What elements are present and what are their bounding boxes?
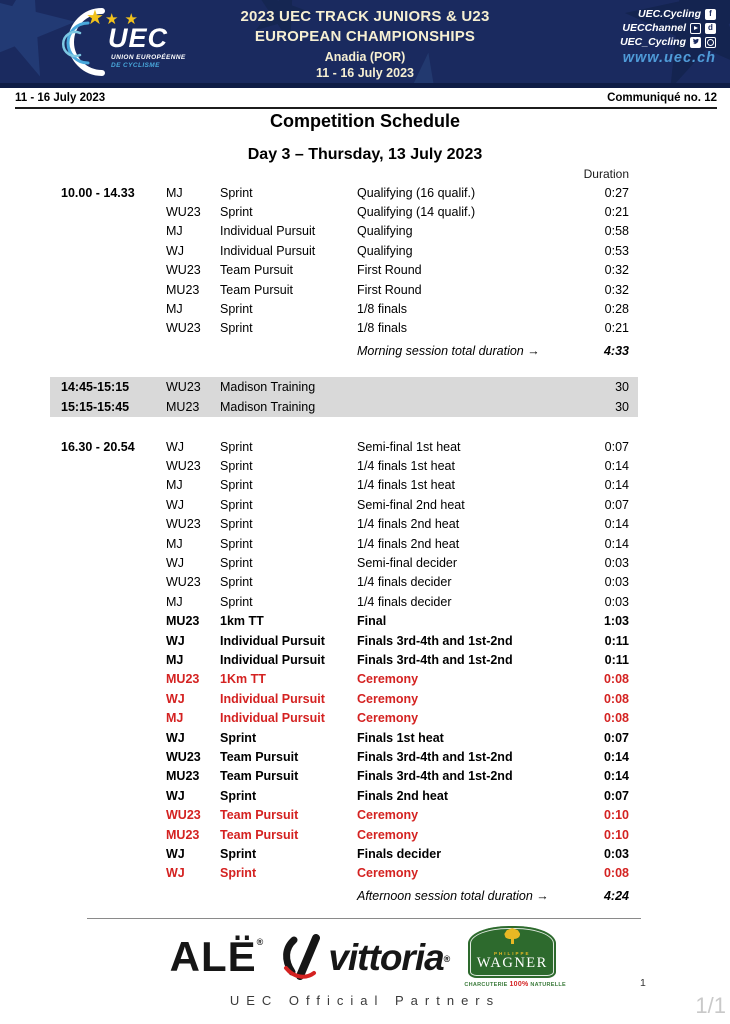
schedule-row (50, 515, 638, 534)
day-title: Day 3 – Thursday, 13 July 2023 (247, 146, 483, 163)
afternoon-total-row (50, 886, 638, 905)
row-category: WU23 (166, 575, 201, 590)
row-round: Qualifying (357, 243, 413, 258)
row-event: Sprint (220, 302, 253, 317)
row-round: Semi-final 1st heat (357, 439, 461, 454)
schedule-row (50, 592, 638, 611)
row-category: MU23 (166, 282, 200, 297)
morning-total-row (50, 341, 638, 360)
row-event: Team Pursuit (220, 808, 299, 823)
youtube-link[interactable] (620, 22, 716, 34)
youtube-handle: UECChannel (622, 22, 686, 34)
facebook-icon[interactable]: f (705, 9, 716, 20)
row-event: Sprint (220, 185, 253, 200)
tree-icon (502, 928, 522, 944)
row-round: 1/4 finals 2nd heat (357, 517, 460, 532)
row-round: Ceremony (357, 827, 419, 842)
facebook-link[interactable] (620, 8, 716, 20)
footer-divider (87, 918, 641, 919)
row-round: Finals 1st heat (357, 730, 444, 745)
row-category: WU23 (166, 205, 201, 220)
schedule-row (50, 670, 638, 689)
schedule-row (50, 805, 638, 824)
logo-org-name: UEC (108, 23, 169, 53)
ale-logo: ALË® (169, 933, 265, 980)
row-event: Sprint (220, 459, 253, 474)
schedule-row (50, 689, 638, 708)
row-round: 1/8 finals (357, 302, 408, 317)
row-round: 1/4 finals decider (357, 575, 452, 590)
row-event: Sprint (220, 788, 257, 803)
row-duration: 0:08 (603, 711, 629, 726)
row-event: Team Pursuit (220, 827, 299, 842)
training-rows (50, 377, 638, 417)
row-round: First Round (357, 263, 422, 278)
schedule-row (50, 786, 638, 805)
row-duration: 0:28 (604, 302, 629, 317)
row-category: MJ (166, 478, 183, 493)
row-duration: 0:03 (604, 575, 629, 590)
row-round: Finals 3rd-4th and 1st-2nd (357, 652, 513, 667)
uec-logo (50, 3, 220, 81)
row-duration: 0:14 (604, 478, 629, 493)
row-duration: 0:10 (603, 827, 629, 842)
row-duration: 0:11 (604, 652, 629, 667)
row-round: Semi-final decider (357, 556, 458, 571)
schedule-row (50, 767, 638, 786)
header-banner (0, 0, 730, 88)
row-event: Sprint (220, 517, 253, 532)
row-category: WJ (166, 439, 185, 454)
schedule-row (50, 708, 638, 727)
row-event: Sprint (220, 866, 257, 881)
event-dates: 11 - 16 July 2023 (316, 66, 414, 81)
row-category: MJ (166, 652, 184, 667)
row-time: 14:45-15:15 (61, 380, 130, 394)
schedule-row (50, 534, 638, 553)
row-category: MJ (166, 536, 183, 551)
row-event: Madison Training (220, 400, 316, 414)
schedule-row (50, 456, 638, 475)
row-category: WJ (166, 243, 185, 258)
row-round: Qualifying (14 qualif.) (357, 205, 476, 220)
row-event: Sprint (220, 478, 253, 493)
logo-stars-icon: ★★ ★ (86, 7, 139, 29)
subheader-dates: 11 - 16 July 2023 (15, 92, 106, 104)
row-round: Finals 3rd-4th and 1st-2nd (357, 749, 513, 764)
instagram-icon[interactable] (705, 37, 716, 48)
row-duration: 0:03 (604, 594, 629, 609)
row-duration: 0:14 (604, 517, 629, 532)
page-title: Competition Schedule (269, 111, 460, 131)
row-event: Individual Pursuit (220, 711, 325, 726)
row-round: 1/8 finals (357, 321, 408, 336)
schedule-row (50, 241, 638, 260)
row-duration: 0:32 (604, 263, 629, 278)
row-duration: 0:07 (604, 439, 629, 454)
afternoon-total-value: 4:24 (603, 888, 629, 903)
afternoon-rows (50, 437, 638, 883)
row-round: 1/4 finals decider (357, 594, 452, 609)
schedule-row (50, 612, 638, 631)
duration-column-header: Duration (583, 167, 629, 181)
row-event: Madison Training (220, 380, 316, 394)
schedule-row (50, 280, 638, 299)
row-category: WU23 (166, 321, 201, 336)
row-duration: 0:07 (604, 497, 629, 512)
wagner-caption: CHARCUTERIE 100% NATURELLE (464, 981, 567, 988)
event-title-line2: EUROPEAN CHAMPIONSHIPS (254, 27, 476, 45)
row-category: MJ (166, 185, 183, 200)
row-event: Individual Pursuit (220, 633, 325, 648)
wagner-philippe-label: PHILIPPE (494, 951, 531, 957)
row-event: Sprint (220, 439, 253, 454)
twitter-icon[interactable] (690, 37, 701, 48)
row-round: 1/4 finals 1st heat (357, 459, 455, 474)
row-event: Sprint (220, 536, 253, 551)
event-title-line1: 2023 UEC TRACK JUNIORS & U23 (240, 8, 490, 25)
row-duration: 0:11 (604, 633, 629, 648)
sponsor-logos (0, 926, 730, 988)
social-links-block (620, 8, 716, 66)
schedule-row (50, 319, 638, 338)
row-event: Individual Pursuit (220, 652, 325, 667)
row-event: Sprint (220, 497, 253, 512)
vittoria-emblem-icon (278, 934, 328, 980)
schedule-row (50, 261, 638, 280)
row-round: Finals 3rd-4th and 1st-2nd (357, 769, 513, 784)
row-duration: 0:21 (604, 205, 629, 220)
document-subheader (15, 92, 717, 109)
page-number: 1 (640, 977, 646, 989)
row-duration: 0:08 (603, 866, 629, 881)
event-location: Anadia (POR) (324, 50, 406, 64)
schedule-row (50, 397, 638, 417)
row-duration: 0:07 (603, 730, 629, 745)
row-round: Finals 2nd heat (357, 788, 448, 803)
row-category: MU23 (166, 672, 200, 687)
event-title-block (241, 7, 490, 82)
row-category: WJ (166, 556, 185, 571)
row-category: WJ (166, 730, 185, 745)
row-category: WU23 (166, 749, 201, 764)
row-round: First Round (357, 282, 422, 297)
row-duration: 0:14 (603, 749, 629, 764)
row-category: WU23 (166, 517, 201, 532)
row-category: WU23 (166, 459, 201, 474)
vittoria-logo: vittoria ® (278, 934, 450, 980)
row-round: Ceremony (357, 711, 419, 726)
schedule-row (50, 631, 638, 650)
row-round: Qualifying (16 qualif.) (357, 185, 476, 200)
row-round: Ceremony (357, 808, 419, 823)
row-category: MU23 (166, 827, 200, 842)
website-link[interactable]: www.uec.ch (622, 50, 716, 66)
row-category: MU23 (166, 769, 200, 784)
schedule-row (50, 650, 638, 669)
row-duration: 0:21 (604, 321, 629, 336)
morning-total-value: 4:33 (603, 343, 629, 358)
row-category: WU23 (166, 808, 201, 823)
schedule-row (50, 495, 638, 514)
schedule-row (50, 299, 638, 318)
row-event: Sprint (220, 594, 253, 609)
schedule-row (50, 825, 638, 844)
row-event: Team Pursuit (220, 282, 293, 297)
row-category: WJ (166, 788, 185, 803)
row-duration: 0:03 (603, 846, 629, 861)
schedule-row (50, 377, 638, 397)
row-duration: 30 (615, 380, 629, 394)
row-event: Individual Pursuit (220, 691, 325, 706)
row-round: Finals 3rd-4th and 1st-2nd (357, 633, 513, 648)
schedule-row (50, 573, 638, 592)
row-event: 1km TT (220, 614, 264, 629)
row-time: 16.30 - 20.54 (61, 439, 135, 454)
row-category: MU23 (166, 400, 200, 414)
row-event: Sprint (220, 556, 253, 571)
schedule-row (50, 747, 638, 766)
row-duration: 0:14 (604, 536, 629, 551)
row-time: 15:15-15:45 (61, 400, 130, 414)
row-event: Sprint (220, 575, 253, 590)
row-duration: 0:58 (604, 224, 629, 239)
row-category: WJ (166, 497, 185, 512)
row-duration: 0:08 (603, 691, 629, 706)
logo-subtitle-2: DE CYCLISME (111, 62, 160, 69)
twitter-handle: UEC_Cycling (620, 36, 686, 48)
row-round: Semi-final 2nd heat (357, 497, 465, 512)
row-duration: 0:14 (603, 769, 629, 784)
schedule-row (50, 183, 638, 202)
row-duration: 0:03 (604, 556, 629, 571)
official-partners-label: UEC Official Partners (229, 993, 501, 1008)
wagner-name: WAGNER (476, 955, 548, 972)
row-event: Team Pursuit (220, 749, 299, 764)
row-event: 1Km TT (220, 672, 266, 687)
row-duration: 0:10 (603, 808, 629, 823)
row-event: Individual Pursuit (220, 243, 316, 258)
row-round: Finals decider (357, 846, 442, 861)
row-category: MJ (166, 224, 183, 239)
schedule-row (50, 476, 638, 495)
row-category: MJ (166, 302, 183, 317)
row-duration: 0:07 (603, 788, 629, 803)
schedule-row (50, 844, 638, 863)
row-round: 1/4 finals 2nd heat (357, 536, 460, 551)
morning-total-label: Morning session total duration → (357, 343, 540, 358)
wagner-logo (464, 926, 567, 988)
dailymotion-icon[interactable]: d (705, 23, 716, 34)
row-round: Ceremony (357, 672, 419, 687)
row-event: Team Pursuit (220, 769, 299, 784)
schedule-row (50, 222, 638, 241)
schedule-row (50, 437, 638, 456)
row-event: Sprint (220, 730, 257, 745)
morning-rows (50, 183, 638, 338)
logo-subtitle-1: UNION EUROPÉENNE (111, 54, 186, 61)
morning-session-table (50, 183, 638, 361)
row-event: Sprint (220, 321, 253, 336)
row-category: WU23 (166, 380, 201, 394)
row-event: Individual Pursuit (220, 224, 316, 239)
row-event: Sprint (220, 846, 257, 861)
afternoon-session-table (50, 437, 638, 905)
row-duration: 0:27 (604, 185, 629, 200)
row-category: WJ (166, 691, 185, 706)
row-event: Sprint (220, 205, 253, 220)
row-event: Team Pursuit (220, 263, 293, 278)
row-category: WJ (166, 846, 185, 861)
facebook-handle: UEC.Cycling (637, 8, 701, 20)
schedule-row (50, 728, 638, 747)
row-duration: 30 (615, 400, 629, 414)
row-category: MJ (166, 594, 183, 609)
row-duration: 0:14 (604, 459, 629, 474)
schedule-row (50, 202, 638, 221)
afternoon-total-label: Afternoon session total duration → (357, 888, 549, 903)
madison-training-table (50, 377, 638, 417)
row-duration: 0:53 (604, 243, 629, 258)
schedule-row (50, 553, 638, 572)
row-category: MJ (166, 711, 184, 726)
schedule-row (50, 864, 638, 883)
row-category: WU23 (166, 263, 201, 278)
row-duration: 0:08 (603, 672, 629, 687)
row-duration: 0:32 (604, 282, 629, 297)
communique-number: Communiqué no. 12 (607, 92, 717, 104)
row-duration: 1:03 (603, 614, 629, 629)
row-category: MU23 (166, 614, 200, 629)
row-category: WJ (166, 633, 185, 648)
row-time: 10.00 - 14.33 (61, 185, 135, 200)
row-round: Ceremony (357, 866, 419, 881)
youtube-icon[interactable] (690, 23, 701, 34)
row-round: 1/4 finals 1st heat (357, 478, 455, 493)
twitter-link[interactable] (620, 36, 716, 48)
wagner-badge (468, 926, 556, 978)
row-round: Ceremony (357, 691, 419, 706)
row-round: Final (357, 614, 387, 629)
viewer-page-indicator: 1/1 (695, 993, 726, 1018)
row-category: WJ (166, 866, 185, 881)
row-round: Qualifying (357, 224, 413, 239)
